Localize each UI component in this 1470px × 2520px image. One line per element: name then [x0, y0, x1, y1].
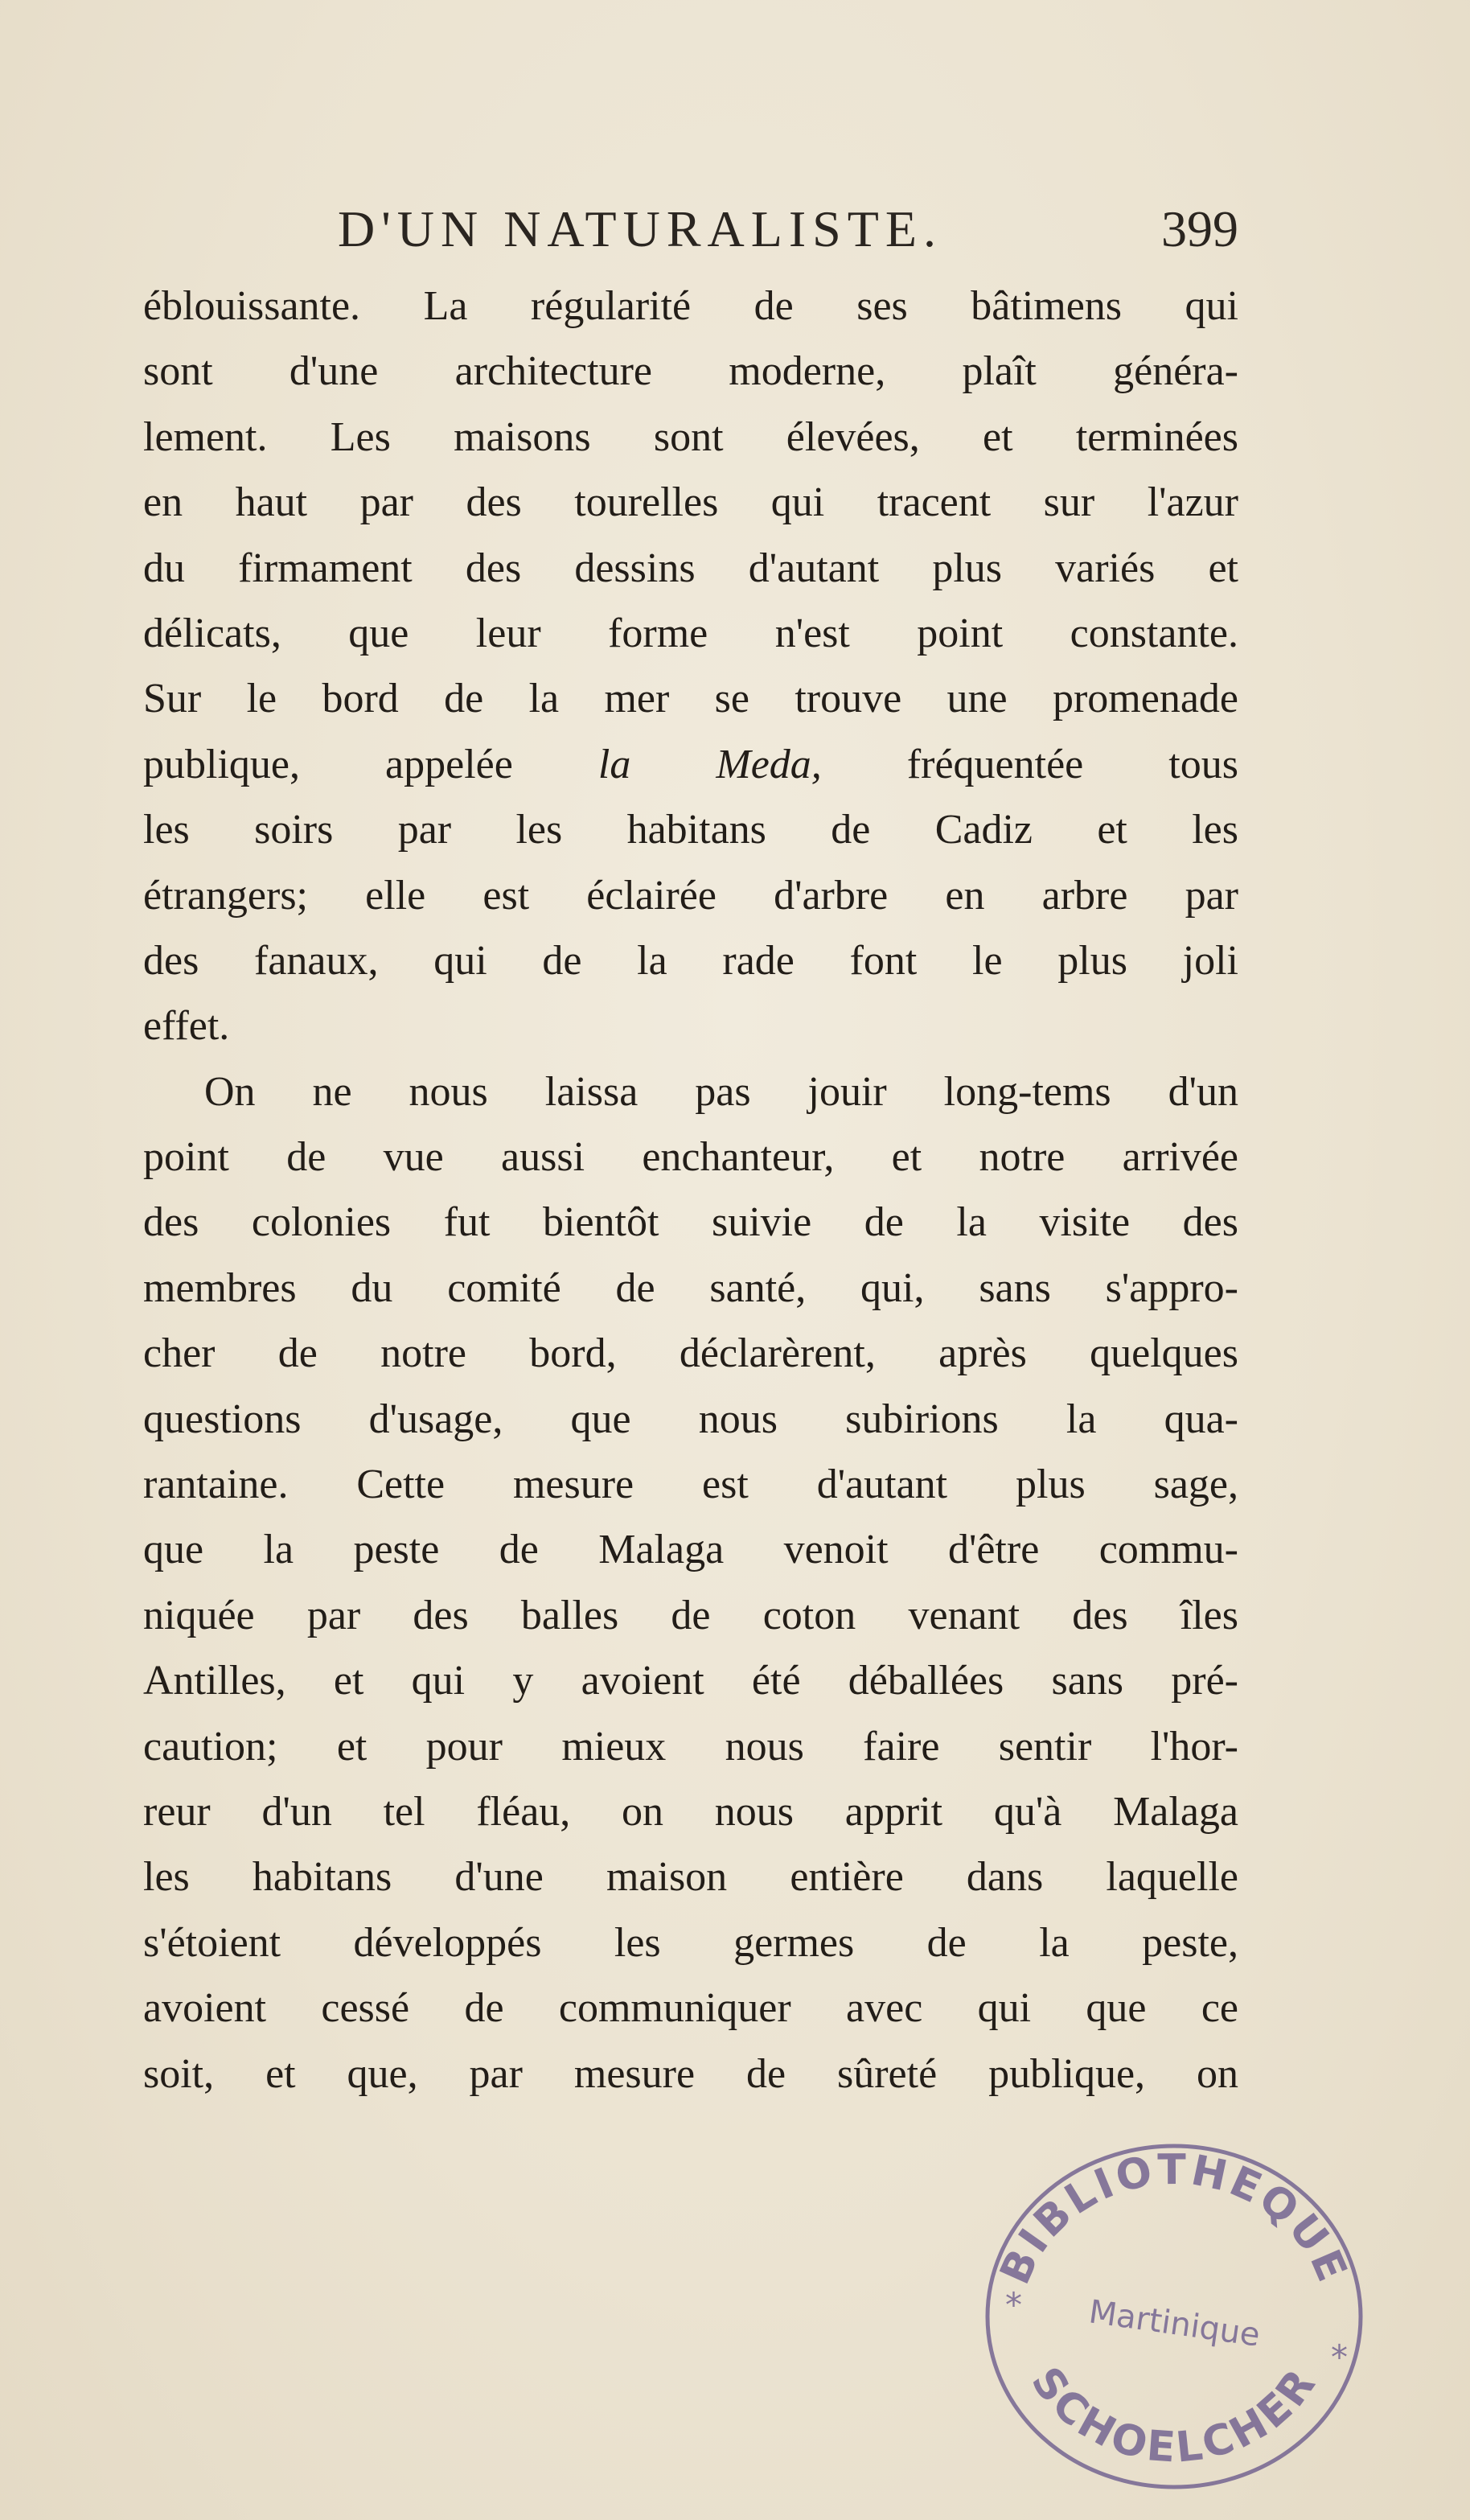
text-line: questions d'usage, que nous subirions la qua- — [143, 1396, 1238, 1442]
text-line: les habitans d'une maison entière dans laquelle — [143, 1854, 1238, 1901]
text-line: rantaine. Cette mesure est d'autant plus sage, — [143, 1461, 1238, 1508]
library-stamp — [965, 2123, 1383, 2502]
text-line: avoient cessé de communiquer avec qui que ce — [143, 1985, 1238, 2032]
text-line: Sur le bord de la mer se trouve une promenade — [143, 676, 1238, 722]
text-line: du firmament des dessins d'autant plus variés et — [143, 545, 1238, 591]
text-line: effet. — [143, 1003, 230, 1050]
text-line: s'étoient développés les germes de la peste, — [143, 1919, 1238, 1966]
text-line: éblouissante. La régularité de ses bâtimens qui — [143, 283, 1238, 329]
text-line: sont d'une architecture moderne, plaît généra- — [143, 348, 1238, 395]
running-title: D'UN NATURALISTE. — [338, 200, 942, 257]
text-line: soit, et que, par mesure de sûreté publique, on — [143, 2050, 1238, 2097]
text-line: lement. Les maisons sont élevées, et terminées — [143, 413, 1238, 460]
page-header — [338, 193, 1238, 265]
text-line: des colonies fut bientôt suivie de la visite des — [143, 1199, 1238, 1246]
text-line: étrangers; elle est éclairée d'arbre en arbre par — [143, 872, 1238, 919]
stamp-bottom-text: SCHOELCHER — [1021, 2358, 1327, 2473]
text-line-with-italic — [143, 732, 1238, 797]
text-line: point de vue aussi enchanteur, et notre arrivée — [143, 1134, 1238, 1181]
text-line: que la peste de Malaga venoit d'être commu- — [143, 1527, 1238, 1573]
text-line: cher de notre bord, déclarèrent, après quelques — [143, 1330, 1238, 1377]
text-line: des fanaux, qui de la rade font le plus joli — [143, 937, 1238, 984]
text-line: On ne nous laissa pas jouir long-tems d'un — [204, 1068, 1238, 1115]
text-line: les soirs par les habitans de Cadiz et les — [143, 807, 1238, 853]
text-segment: fréquentée tous — [821, 741, 1238, 787]
text-line: en haut par des tourelles qui tracent sur l'azur — [143, 479, 1238, 526]
text-line: membres du comité de santé, qui, sans s'appro- — [143, 1264, 1238, 1311]
stamp-top-text: BIBLIOTHEQUE — [991, 2145, 1357, 2292]
body-text — [143, 273, 1238, 2107]
text-segment: publique, appelée — [143, 741, 598, 787]
text-line: délicats, que leur forme n'est point constante. — [143, 610, 1238, 656]
text-line: Antilles, et qui y avoient été déballées sans pré- — [143, 1658, 1238, 1704]
stamp-center-text: Martinique — [1086, 2293, 1263, 2354]
page-number: 399 — [1161, 200, 1238, 257]
place-name-italic: la Meda, — [597, 741, 822, 787]
text-line: niquée par des balles de coton venant des îles — [143, 1592, 1238, 1638]
stamp-star-right: * — [1331, 2337, 1348, 2377]
text-line: reur d'un tel fléau, on nous apprit qu'à Malaga — [143, 1788, 1238, 1835]
stamp-star-left: * — [1005, 2285, 1022, 2325]
text-line: caution; et pour mieux nous faire sentir l'hor- — [143, 1723, 1238, 1770]
